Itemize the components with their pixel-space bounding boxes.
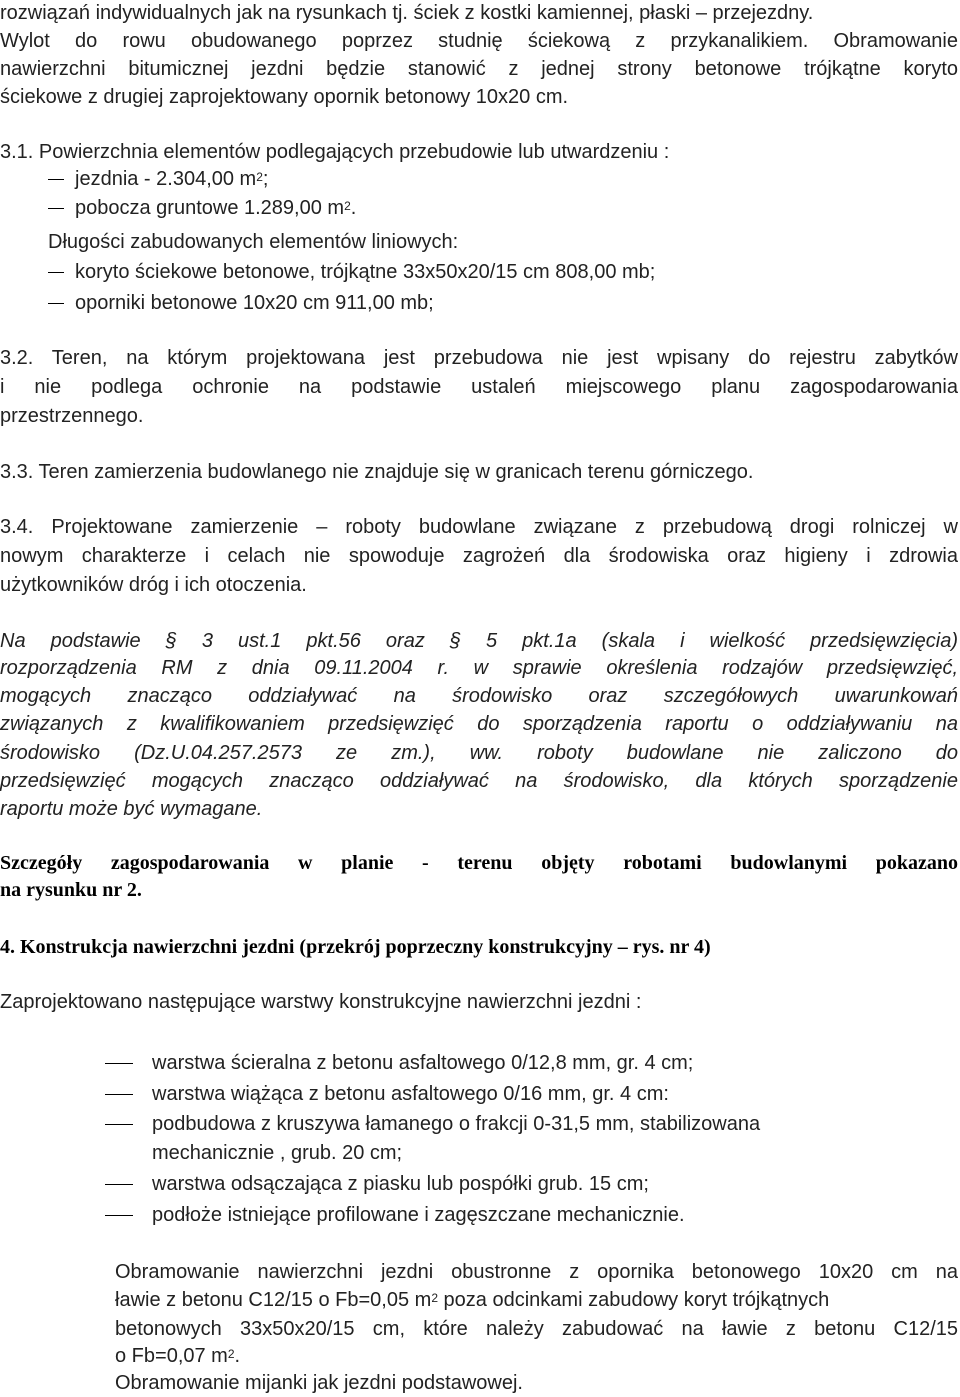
section-3-3: 3.3. Teren zamierzenia budowlanego nie znajduje się w granicach terenu górniczego. (0, 461, 754, 483)
layer-item-4: warstwa odsączająca z piasku lub pospółki grub. 15 cm; (152, 1173, 649, 1195)
dash-bullet (48, 208, 64, 209)
list-item-koryto: koryto ściekowe betonowe, trójkątne 33x50x20/15 cm 808,00 mb; (75, 261, 656, 283)
section-3-4-line-2: nowym charakterze i celach nie spowoduje zagrożeń dla środowiska oraz higieny i zdrowia (0, 545, 958, 567)
layer-item-2: warstwa wiążąca z betonu asfaltowego 0/16 mm, gr. 4 cm: (152, 1083, 669, 1105)
section-3-4-line-1: 3.4. Projektowane zamierzenie – roboty budowlane związane z przebudową drogi rolniczej w (0, 516, 958, 538)
closing-line-5: Obramowanie mijanki jak jezdni podstawowej. (115, 1372, 523, 1394)
closing-line-2: ławie z betonu C12/15 o Fb=0,05 $m^2$ poza odcinkami zabudowy koryt trójkątnych (115, 1289, 830, 1311)
dash-bullet (48, 272, 64, 273)
legal-line-2: rozporządzenia RM z dnia 09.11.2004 r. w sprawie określenia rodzajów przedsięwzięć, (0, 657, 958, 679)
section-3-2-line-1: 3.2. Teren, na którym projektowana jest przebudowa nie jest wpisany do rejestru zabytków (0, 347, 958, 369)
intro-line-1: rozwiązań indywidualnych jak na rysunkach tj. ściek z kostki kamiennej, płaski – przejezdny. (0, 2, 814, 24)
section-3-4-line-3: użytkowników dróg i ich otoczenia. (0, 574, 307, 596)
details-line-2: na rysunku nr 2. (0, 879, 142, 901)
section-3-1-heading: 3.1. Powierzchnia elementów podlegających przebudowie lub utwardzeniu : (0, 141, 670, 163)
legal-line-7: raportu może być wymagane. (0, 798, 263, 820)
list-item-pobocza: pobocza gruntowe 1.289,00 $m^2$. (75, 197, 357, 219)
closing-line-1: Obramowanie nawierzchni jezdni obustronne z opornika betonowego 10x20 cm na (115, 1261, 958, 1283)
legal-line-6: przedsięwzięć mogących znacząco oddziaływać na środowisko, dla których sporządzenie (0, 770, 958, 792)
dash-bullet (105, 1215, 133, 1216)
intro-line-3: nawierzchni bitumicznej jezdni będzie stanowić z jednej strony betonowe trójkątne koryto (0, 58, 958, 80)
layer-item-3: podbudowa z kruszywa łamanego o frakcji 0-31,5 mm, stabilizowana (152, 1113, 761, 1135)
dash-bullet (105, 1124, 133, 1125)
layer-item-3-cont: mechanicznie , grub. 20 cm; (152, 1142, 403, 1164)
section-3-2-line-3: przestrzennego. (0, 405, 144, 427)
list-item-jezdnia: jezdnia - 2.304,00 $m^2$; (75, 168, 269, 190)
legal-line-3: mogących znacząco oddziaływać na środowisko oraz szczegółowych uwarunkowań (0, 685, 958, 707)
legal-line-4: związanych z kwalifikowaniem przedsięwzięć do sporządzenia raportu o oddziaływaniu na (0, 713, 958, 735)
legal-line-1: Na podstawie § 3 ust.1 pkt.56 oraz § 5 pkt.1a (skala i wielkość przedsięwzięcia) (0, 630, 958, 652)
section-4-heading: 4. Konstrukcja nawierzchni jezdni (przekrój poprzeczny konstrukcyjny – rys. nr 4) (0, 936, 711, 958)
intro-line-4: ściekowe z drugiej zaprojektowany opornik betonowy 10x20 cm. (0, 86, 569, 108)
closing-line-4: o Fb=0,07 $m^2$. (115, 1345, 241, 1367)
intro-line-2: Wylot do rowu obudowanego poprzez studnię ściekową z przykanalikiem. Obramowanie (0, 30, 958, 52)
details-line-1: Szczegóły zagospodarowania w planie - terenu objęty robotami budowlanymi pokazano (0, 852, 958, 874)
closing-line-3: betonowych 33x50x20/15 cm, które należy zabudować na ławie z betonu C12/15 (115, 1318, 958, 1340)
layer-item-5: podłoże istniejące profilowane i zagęszczane mechanicznie. (152, 1204, 685, 1226)
section-3-2-line-2: i nie podlega ochronie na podstawie ustaleń miejscowego planu zagospodarowania (0, 376, 958, 398)
legal-line-5: środowisko (Dz.U.04.257.2573 ze zm.), ww. roboty budowlane nie zaliczono do (0, 742, 958, 764)
dash-bullet (105, 1184, 133, 1185)
dash-bullet (105, 1094, 133, 1095)
linear-elements-heading: Długości zabudowanych elementów liniowych: (48, 231, 459, 253)
list-item-oporniki: oporniki betonowe 10x20 cm 911,00 mb; (75, 292, 434, 314)
layer-item-1: warstwa ścieralna z betonu asfaltowego 0/12,8 mm, gr. 4 cm; (152, 1052, 694, 1074)
dash-bullet (105, 1063, 133, 1064)
dash-bullet (48, 303, 64, 304)
dash-bullet (48, 179, 64, 180)
section-4-intro: Zaprojektowano następujące warstwy konstrukcyjne nawierzchni jezdni : (0, 991, 642, 1013)
